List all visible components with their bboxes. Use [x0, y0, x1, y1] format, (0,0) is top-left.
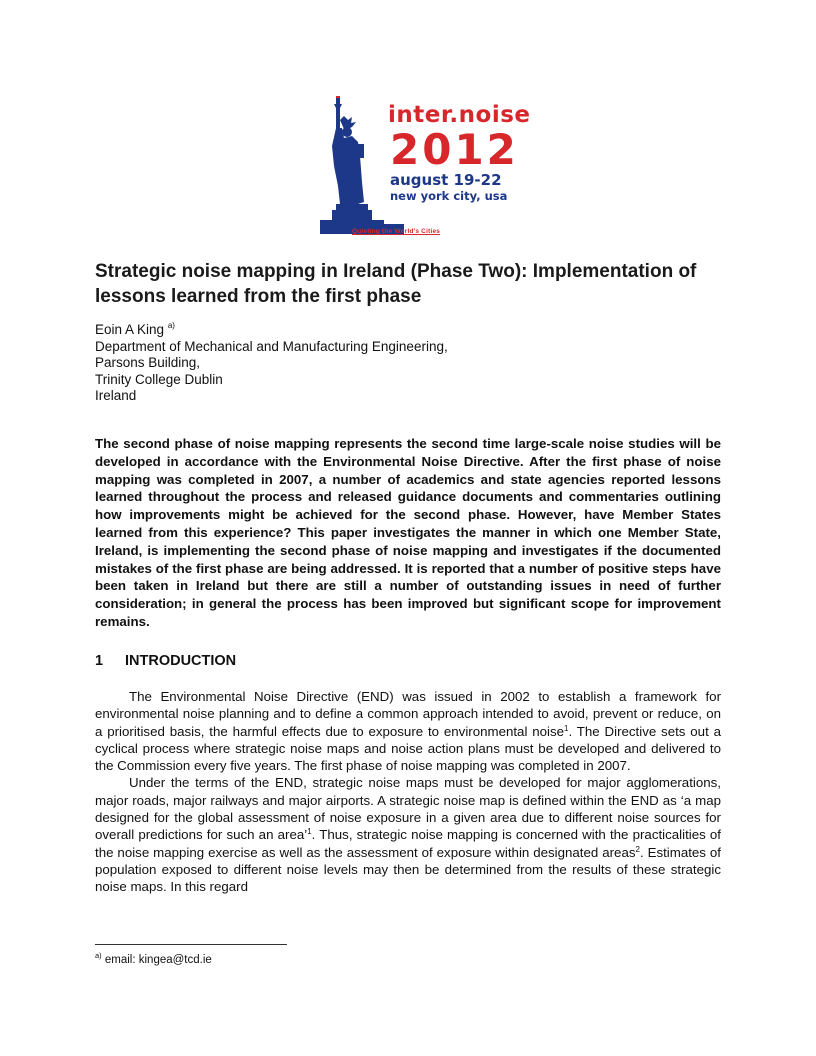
affiliation-line: Trinity College Dublin [95, 371, 223, 387]
paragraph [95, 774, 721, 895]
footnote-text: email: kingea@tcd.ie [101, 954, 212, 966]
affiliation-line: Ireland [95, 388, 137, 403]
reference-marker: 1 [307, 827, 312, 837]
logo-line-dates: august 19-22 [390, 171, 502, 189]
author-name-text: Eoin A King [95, 322, 165, 337]
text-run: The Environmental Noise Directive (END) was issued in 2002 to establish a framework for environmental noise planning and to define a common approach intended to avoid, prevent or reduce, on a prioritised basis, the harmful effects due to exposure to environmental noise [95, 689, 721, 739]
section-title: INTRODUCTION [125, 653, 237, 669]
reference-marker: 1 [564, 723, 569, 733]
reference-marker: 2 [635, 844, 640, 854]
footnote [95, 951, 212, 966]
footnote-divider [95, 944, 287, 945]
logo-line-city: new york city, usa [390, 189, 508, 203]
text-run: . The Directive sets out a cyclical process where strategic noise maps and noise action plans must be developed and delivered to the Commission every five years. The first phase of noise mapping was completed in 2007. [95, 723, 721, 774]
author-block [95, 318, 448, 405]
abstract: The second phase of noise mapping represents the second time large-scale noise studies will be developed in accordance with the Environmental Noise Directive. After the first phase of noise mapping was completed in 2007, a number of academics and state agencies reported lessons learned throughout the process and released guidance documents and commentaries outlining how improvements might be achieved for the second phase. However, have Member States learned from this experience? This paper investigates the manner in which one Member State, Ireland, is implementing the second phase of noise mapping and investigates if the documented mistakes of the first phase are being addressed. It is reported that a number of positive steps have been taken in Ireland but there are still a number of outstanding issues in need of further consideration; in general the process has been improved but significant scope for improvement remains. [95, 436, 721, 629]
text-run: Under the terms of the END, strategic noise maps must be developed for major agglomerations, major roads, major railways and major airports. A strategic noise map is defined within the END as ‘a map designed for the global assessment of noise exposure in a given area due to different noise sources for overall predictions for such an area’ [95, 775, 721, 843]
affiliation-line: Department of Mechanical and Manufacturing Engineering, [95, 338, 448, 354]
paragraph [95, 688, 721, 774]
logo-line-year: 2012 [390, 125, 519, 174]
author-marker: a) [167, 321, 175, 330]
text-run: . Thus, strategic noise mapping is concerned with the practicalities of the noise mapping exercise as well as the assessment of exposure within designated areas [95, 827, 721, 860]
conference-logo-text [388, 102, 531, 203]
logo-tagline: Quieting the World's Cities [352, 228, 441, 235]
section-heading-introduction [95, 653, 236, 669]
section-number: 1 [95, 653, 104, 669]
text-run: . Estimates of population exposed to different noise levels may then be determined from the results of these strategic noise maps. In this regard [95, 844, 721, 895]
paper-title: Strategic noise mapping in Ireland (Phase Two): Implementation of lessons learned from the first phase [95, 261, 697, 307]
footnote-marker: a) [95, 951, 102, 960]
logo-line-internoise: inter.noise [388, 102, 531, 128]
affiliation-line: Parsons Building, [95, 355, 201, 370]
introduction-body [95, 688, 721, 896]
author-name [95, 318, 448, 339]
